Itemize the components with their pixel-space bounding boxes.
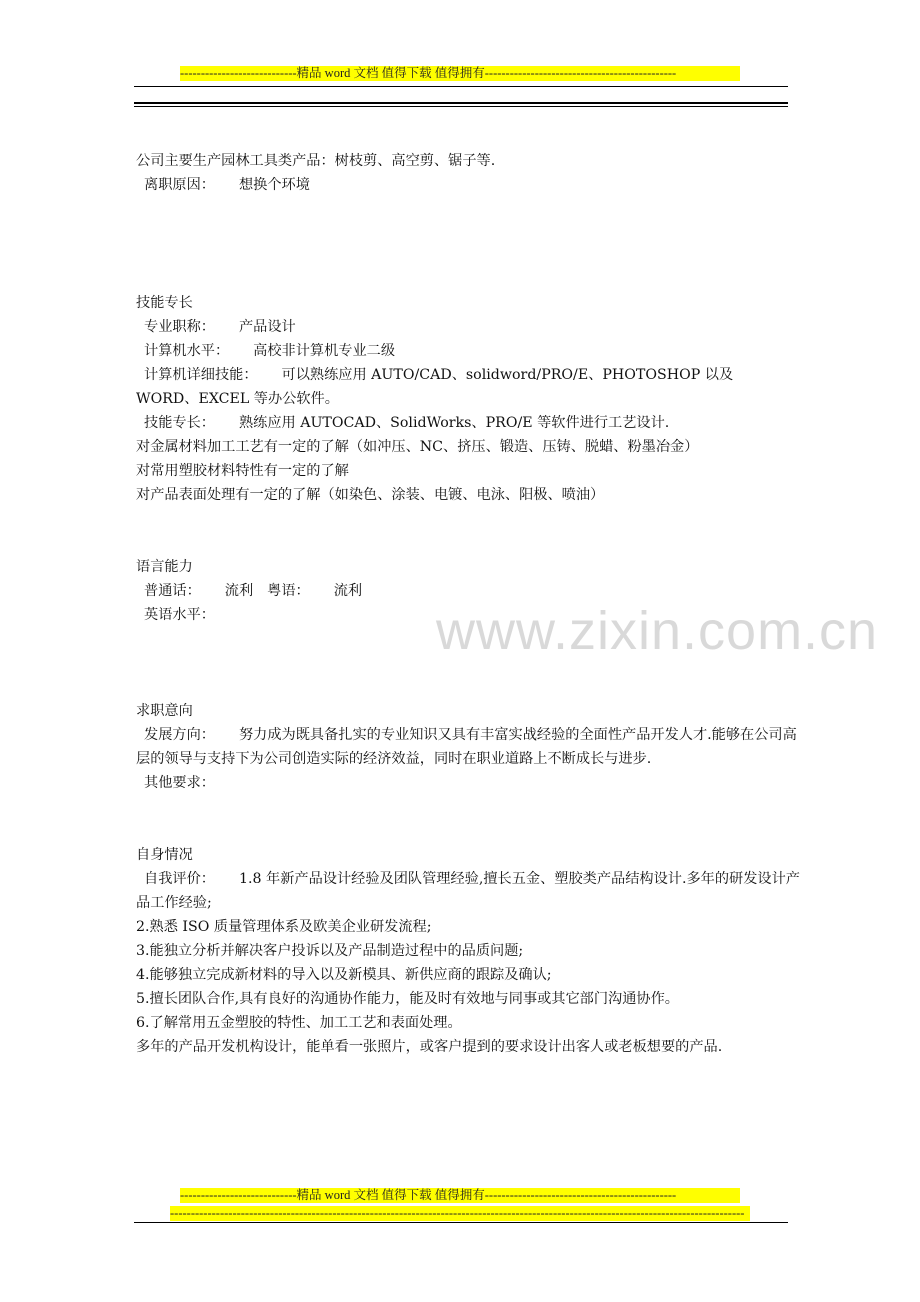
- expertise-row: [136, 411, 800, 435]
- english-label: 英语水平：: [144, 607, 215, 623]
- career-direction-row: [136, 723, 800, 771]
- skills-line-plastic: 对常用塑胶材料特性有一定的了解: [136, 463, 349, 479]
- career-direction-value: 努力成为既具备扎实的专业知识又具有丰富实战经验的全面性产品开发人才.能够在公司高层的领导与支持下为公司创造实际的经济效益，同时在职业道路上不断成长与进步.: [136, 727, 797, 767]
- mandarin-label: 普通话：: [144, 583, 201, 599]
- header-rule-double-2: [134, 106, 788, 107]
- self-line-6: 6.了解常用五金塑胶的特性、加工工艺和表面处理。: [136, 1015, 462, 1031]
- skills-line-surface: 对产品表面处理有一定的了解（如染色、涂装、电镀、电泳、阳极、喷油）: [136, 487, 605, 503]
- watermark: www.zixin.com.cn: [436, 601, 879, 661]
- self-heading: 自身情况: [136, 847, 193, 863]
- other-requirements-label: 其他要求：: [144, 775, 215, 791]
- header-rule-double-1: [134, 102, 788, 104]
- self-closing: 多年的产品开发机构设计，能单看一张照片，或客户提到的要求设计出客人或老板想要的产品.: [136, 1039, 723, 1055]
- footer-dash-line: ------------------------------------------------------------------------------------------------------------------------------------------: [170, 1206, 750, 1221]
- self-line-4: 4.能够独立完成新材料的导入以及新模具、新供应商的跟踪及确认;: [136, 967, 552, 983]
- header-banner: ----------------------------精品 word 文档 值得下载 值得拥有----------------------------------------------: [180, 66, 740, 81]
- career-heading: 求职意向: [136, 703, 193, 719]
- mandarin-value: 流利: [224, 583, 254, 599]
- title-label: 专业职称：: [144, 319, 215, 335]
- computer-detail-row: [136, 363, 800, 411]
- intro-text: 公司主要生产园林工具类产品：树枝剪、高空剪、锯子等.: [136, 153, 496, 169]
- computer-label: 计算机水平：: [144, 343, 230, 359]
- leave-reason-value: 想换个环境: [238, 177, 310, 193]
- other-requirements-row: [136, 771, 800, 795]
- skills-heading: 技能专长: [136, 295, 193, 311]
- self-line-3: 3.能独立分析并解决客户投诉以及产品制造过程中的品质问题;: [136, 943, 524, 959]
- dialect-row: [136, 579, 800, 603]
- self-eval-label: 自我评价：: [144, 871, 215, 887]
- title-value: 产品设计: [238, 319, 296, 335]
- footer-rule: [134, 1222, 788, 1223]
- self-eval-value: 1.8 年新产品设计经验及团队管理经验,擅长五金、塑胶类产品结构设计.多年的研发设计产品工作经验;: [136, 871, 800, 911]
- self-eval-row: [136, 867, 800, 915]
- footer-banner: ----------------------------精品 word 文档 值得下载 值得拥有----------------------------------------------: [180, 1188, 740, 1203]
- cantonese-value: 流利: [333, 583, 363, 599]
- document-body: [136, 149, 800, 1059]
- computer-detail-value: 可以熟练应用 AUTO/CAD、solidword/PRO/E、PHOTOSHOP 以及 WORD、EXCEL 等办公软件。: [136, 367, 734, 407]
- title-row: [136, 315, 800, 339]
- expertise-label: 技能专长：: [144, 415, 215, 431]
- english-row: [136, 603, 800, 627]
- skills-line-metal: 对金属材料加工工艺有一定的了解（如冲压、NC、挤压、锻造、压铸、脱蜡、粉墨冶金）: [136, 439, 699, 455]
- cantonese-label: 粤语：: [267, 583, 310, 599]
- computer-row: [136, 339, 800, 363]
- leave-reason-label: 离职原因：: [144, 177, 215, 193]
- career-direction-label: 发展方向：: [144, 727, 215, 743]
- self-line-2: 2.熟悉 ISO 质量管理体系及欧美企业研发流程;: [136, 919, 432, 935]
- language-heading: 语言能力: [136, 559, 193, 575]
- computer-detail-label: 计算机详细技能：: [144, 367, 258, 383]
- expertise-value: 熟练应用 AUTOCAD、SolidWorks、PRO/E 等软件进行工艺设计.: [238, 415, 670, 431]
- self-line-5: 5.擅长团队合作,具有良好的沟通协作能力，能及时有效地与同事或其它部门沟通协作。: [136, 991, 679, 1007]
- computer-value: 高校非计算机专业二级: [253, 343, 396, 359]
- leave-reason-row: [136, 173, 800, 197]
- header-rule-thin: [134, 86, 788, 87]
